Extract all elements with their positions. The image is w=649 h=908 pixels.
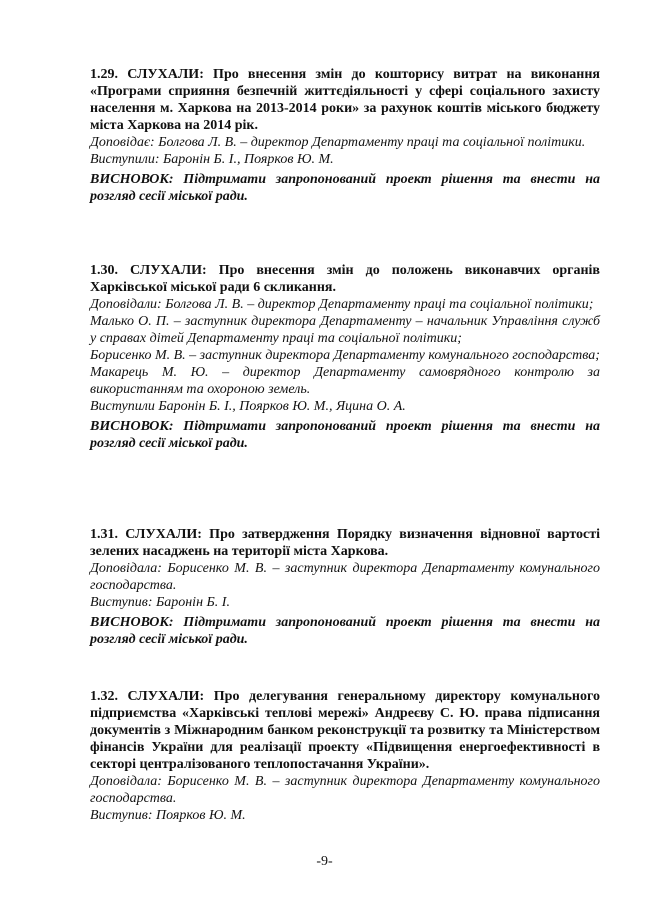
section-heading: 1.32. СЛУХАЛИ: Про делегування генеральному директору комунального підприємства «Харківські теплові мережі» Андреєву С. Ю. права підписання документів з Міжнародним банком реконструкції та розвитку та Міністерством фінансів України для реалізації проекту «Підвищення енергоефективності в секторі централізованого теплопостачання України». — [90, 689, 600, 772]
section-heading: 1.31. СЛУХАЛИ: Про затвердження Порядку визначення відновної вартості зелених насаджень на території міста Харкова. — [90, 527, 600, 559]
section-1-31 — [90, 526, 600, 648]
section-heading: 1.29. СЛУХАЛИ: Про внесення змін до кошторису витрат на виконання «Програми сприяння безпечній життєдіяльності у сфері соціального захисту населення м. Харкова на 2013-2014 роки» за рахунок коштів міського бюджету міста Харкова на 2014 рік. — [90, 67, 600, 133]
speakers-line: Виступив: Поярков Ю. М. — [90, 808, 246, 823]
reporter-line: Доповідали: Болгова Л. В. – директор Департаменту праці та соціальної політики; — [90, 297, 594, 312]
reporter-line: Доповідала: Борисенко М. В. – заступник директора Департаменту комунального господарства. — [90, 774, 600, 806]
conclusion: ВИСНОВОК: Підтримати запропонований проект рішення та внести на розгляд сесії міської ради. — [90, 419, 600, 451]
speakers-line: Виступив: Баронін Б. І. — [90, 595, 230, 610]
page-number: -9- — [316, 854, 333, 869]
reporter-line: Доповідає: Болгова Л. В. – директор Департаменту праці та соціальної політики. — [90, 135, 586, 150]
conclusion: ВИСНОВОК: Підтримати запропонований проект рішення та внести на розгляд сесії міської ради. — [90, 172, 600, 204]
reporter-line: Борисенко М. В. – заступник директора Департаменту комунального господарства; — [90, 348, 600, 363]
section-heading: 1.30. СЛУХАЛИ: Про внесення змін до положень виконавчих органів Харківської міської ради 6 скликання. — [90, 263, 600, 295]
reporter-line: Малько О. П. – заступник директора Департаменту – начальник Управління служб у справах дітей Департаменту праці та соціальної політики; — [90, 314, 600, 346]
reporter-line: Доповідала: Борисенко М. В. – заступник директора Департаменту комунального господарства. — [90, 561, 600, 593]
section-1-29 — [90, 66, 600, 205]
speakers-line: Виступили: Баронін Б. І., Поярков Ю. М. — [90, 152, 334, 167]
conclusion: ВИСНОВОК: Підтримати запропонований проект рішення та внести на розгляд сесії міської ради. — [90, 615, 600, 647]
speakers-line: Виступили Баронін Б. І., Поярков Ю. М., Яцина О. А. — [90, 399, 406, 414]
reporter-line: Макарець М. Ю. – директор Департаменту самоврядного контролю за використанням та охороною земель. — [90, 365, 600, 397]
section-1-32 — [90, 688, 600, 824]
section-1-30 — [90, 262, 600, 452]
